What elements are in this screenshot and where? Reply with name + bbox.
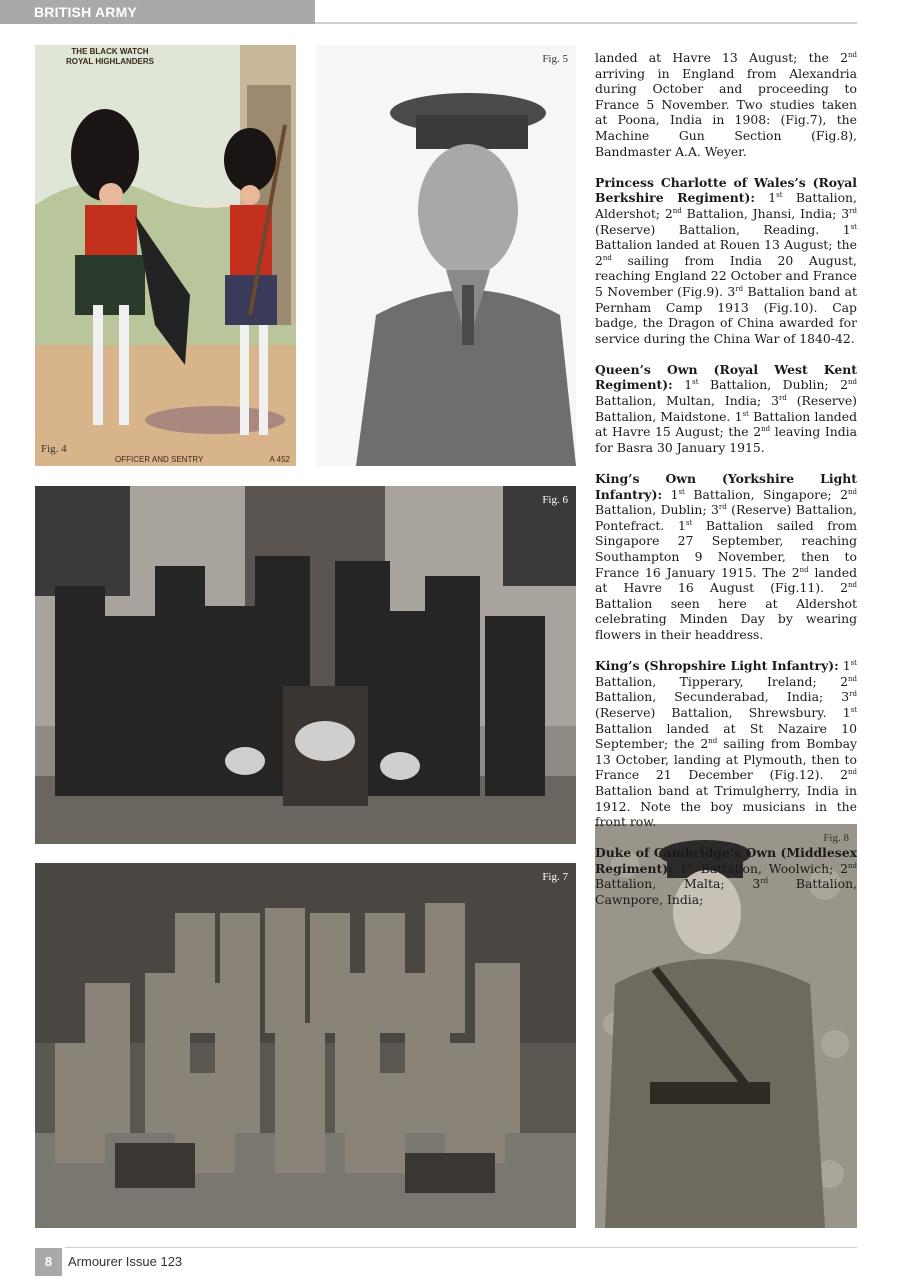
paragraph-2-text: 1st Battalion, Aldershot; 2nd Battalion, Jhansi, India; 3rd (Reserve) Battalion, Reading. 1st Battalion landed at Rouen 13 August; the 2nd sailing from India 20 August, reaching England 22 October and France 5 November (Fig.9). 3rd Battalion band at Pernham Camp 1913 (Fig.10). Cap badge, the Dragon of China awarded for service during the China War of 1840-42.	[595, 190, 857, 346]
trophy-group-photo	[35, 486, 576, 844]
card-caption: OFFICER AND SENTRY	[115, 455, 204, 464]
section-header: BRITISH ARMY	[0, 0, 315, 24]
paragraph-5-heading: King’s (Shropshire Light Infantry):	[595, 658, 839, 674]
card-title-line-1: THE BLACK WATCH	[71, 47, 149, 56]
article-paragraph-3	[595, 362, 857, 456]
magazine-title: Armourer Issue 123	[68, 1254, 183, 1269]
paragraph-3-heading: Queen’s Own (Royal West Kent Regiment):	[595, 361, 857, 393]
article-paragraph-2	[595, 175, 857, 347]
machine-gun-section-photo	[35, 863, 576, 1228]
paragraph-1-text: landed at Havre 13 August; the 2nd arriving in England from Alexandria during October and proceeding to France 5 November. Two studies taken at Poona, India in 1908: (Fig.7), the Machine Gun Section (Fig.8), Bandmaster A.A. Weyer.	[595, 50, 857, 159]
article-paragraph-6	[595, 845, 857, 907]
paragraph-6-heading: Duke of Cambridge’s Own (Middlesex Regiment):	[595, 845, 857, 876]
page-number: 8	[35, 1248, 62, 1276]
figure-5-officer-portrait	[316, 45, 576, 466]
figure-5-label: Fig. 5	[542, 53, 568, 65]
paragraph-6-text: 1st Battalion, Woolwich; 2nd Battalion, Malta; 3rd Battalion, Cawnpore, India;	[595, 860, 857, 908]
black-watch-illustration	[35, 45, 296, 466]
paragraph-4-heading: King’s Own (Yorkshire Light Infantry):	[595, 471, 857, 502]
paragraph-2-heading: Princess Charlotte of Wales’s (Royal Berkshire Regiment):	[595, 174, 857, 206]
article-paragraph-1	[595, 50, 857, 159]
figure-6-label: Fig. 6	[542, 494, 568, 506]
header-rule	[315, 22, 857, 24]
paragraph-4-text: 1st Battalion, Singapore; 2nd Battalion, Dublin; 3rd (Reserve) Battalion, Pontefract. 1st Battalion sailed from Singapore 27 September, reaching Southampton 9 November, then to France 16 January 1915. The 2nd landed at Havre 16 August (Fig.11). 2nd Battalion seen here at Aldershot celebrating Minden Day by wearing flowers in their headdress.	[595, 486, 857, 642]
paragraph-5-text: 1st Battalion, Tipperary, Ireland; 2nd Battalion, Secunderabad, India; 3rd (Reserve) Battalion, Shrewsbury. 1st Battalion landed at St Nazaire 10 September; the 2nd sailing from Bombay 13 October, landing at Plymouth, then to France 21 December (Fig.12). 2nd Battalion band at Trimulgherry, India in 1912. Note the boy musicians in the front row.	[595, 658, 857, 830]
figure-7-label: Fig. 7	[542, 871, 568, 883]
figure-8-label: Fig. 8	[823, 832, 849, 844]
figure-6-group-with-trophies	[35, 486, 576, 844]
figure-7-machine-gun-section	[35, 863, 576, 1228]
card-title-line-2: ROYAL HIGHLANDERS	[65, 57, 154, 66]
article-text-column	[595, 50, 857, 923]
card-title	[65, 47, 155, 67]
article-paragraph-5	[595, 658, 857, 830]
article-paragraph-4	[595, 471, 857, 643]
officer-portrait-photo	[316, 45, 576, 466]
figure-4-black-watch-card	[35, 45, 296, 466]
figure-4-label: Fig. 4	[41, 443, 67, 455]
paragraph-3-text: 1st Battalion, Dublin; 2nd Battalion, Multan, India; 3rd (Reserve) Battalion, Maidstone. 1st Battalion landed at Havre 15 August; the 2nd leaving India for Basra 30 January 1915.	[595, 377, 857, 455]
footer-rule	[65, 1247, 857, 1248]
card-code: A 452	[269, 455, 290, 464]
